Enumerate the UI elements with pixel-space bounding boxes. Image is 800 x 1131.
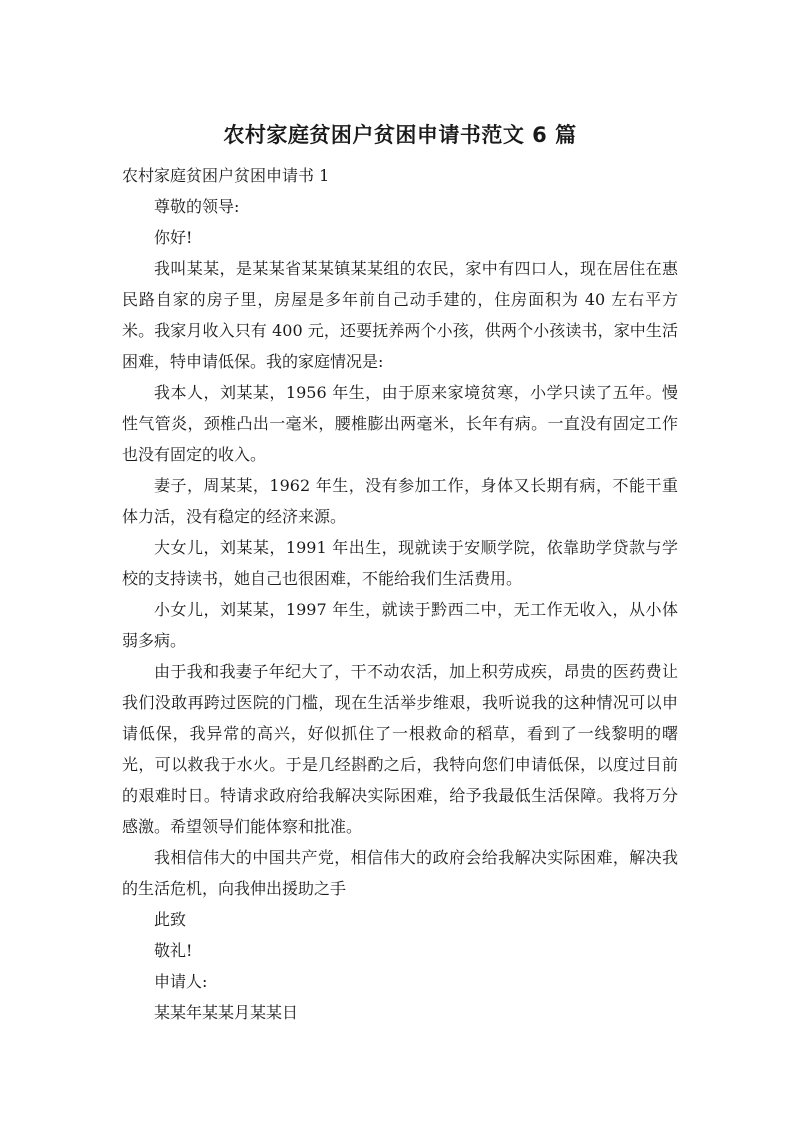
salutation: 尊敬的领导: <box>154 197 240 216</box>
body-paragraph-request: 由于我和我妻子年纪大了，干不动农活，加上积劳成疾，昂贵的医药费让我们没敢再跨过医院的门槛，现在生活举步维艰，我听说我的这种情况可以申请低保，我异常的高兴，好似抓住了一根救命的稻草，看到了一线黎明的曙光，可以救我于水火。于是几经斟酌之后，我特向您们申请低保，以度过目前的艰难时日。特请求政府给我解决实际困难，给予我最低生活保障。我将万分感激。希望领导们能体察和批准。 <box>122 662 678 836</box>
applicant-label: 申请人: <box>154 972 208 991</box>
document-title: 农村家庭贫困户贫困申请书范文 6 篇 <box>223 123 577 147</box>
body-paragraph-self: 我本人，刘某某，1956 年生，由于原来家境贫寒，小学只读了五年。慢性气管炎，颈椎凸出一毫米，腰椎膨出两毫米，长年有病。一直没有固定工作也没有固定的收入。 <box>122 383 678 464</box>
body-paragraph-wife: 妻子，周某某，1962 年生，没有参加工作，身体又长期有病，不能干重体力活，没有稳定的经济来源。 <box>122 476 678 526</box>
closing-line-1: 此致 <box>154 910 187 929</box>
body-paragraph-trust: 我相信伟大的中国共产党，相信伟大的政府会给我解决实际困难，解决我的生活危机，向我伸出援助之手 <box>122 848 678 898</box>
document-body <box>122 160 678 1028</box>
body-paragraph-intro: 我叫某某，是某某省某某镇某某组的农民，家中有四口人，现在居住在惠民路自家的房子里，房屋是多年前自己动手建的，住房面积为 40 左右平方米。我家月收入只有 400 元，还要抚养两个小孩，供两个小孩读书，家中生活困难，特申请低保。我的家庭情况是: <box>122 259 678 371</box>
body-paragraph-elder-daughter: 大女儿，刘某某，1991 年出生，现就读于安顺学院，依靠助学贷款与学校的支持读书，她自己也很困难，不能给我们生活费用。 <box>122 538 678 588</box>
greeting: 你好! <box>154 228 193 247</box>
closing-line-2: 敬礼! <box>154 941 193 960</box>
section-heading: 农村家庭贫困户贫困申请书 1 <box>122 166 330 185</box>
body-paragraph-younger-daughter: 小女儿，刘某某，1997 年生，就读于黔西二中，无工作无收入，从小体弱多病。 <box>122 600 678 650</box>
date-line: 某某年某某月某某日 <box>154 1003 299 1022</box>
